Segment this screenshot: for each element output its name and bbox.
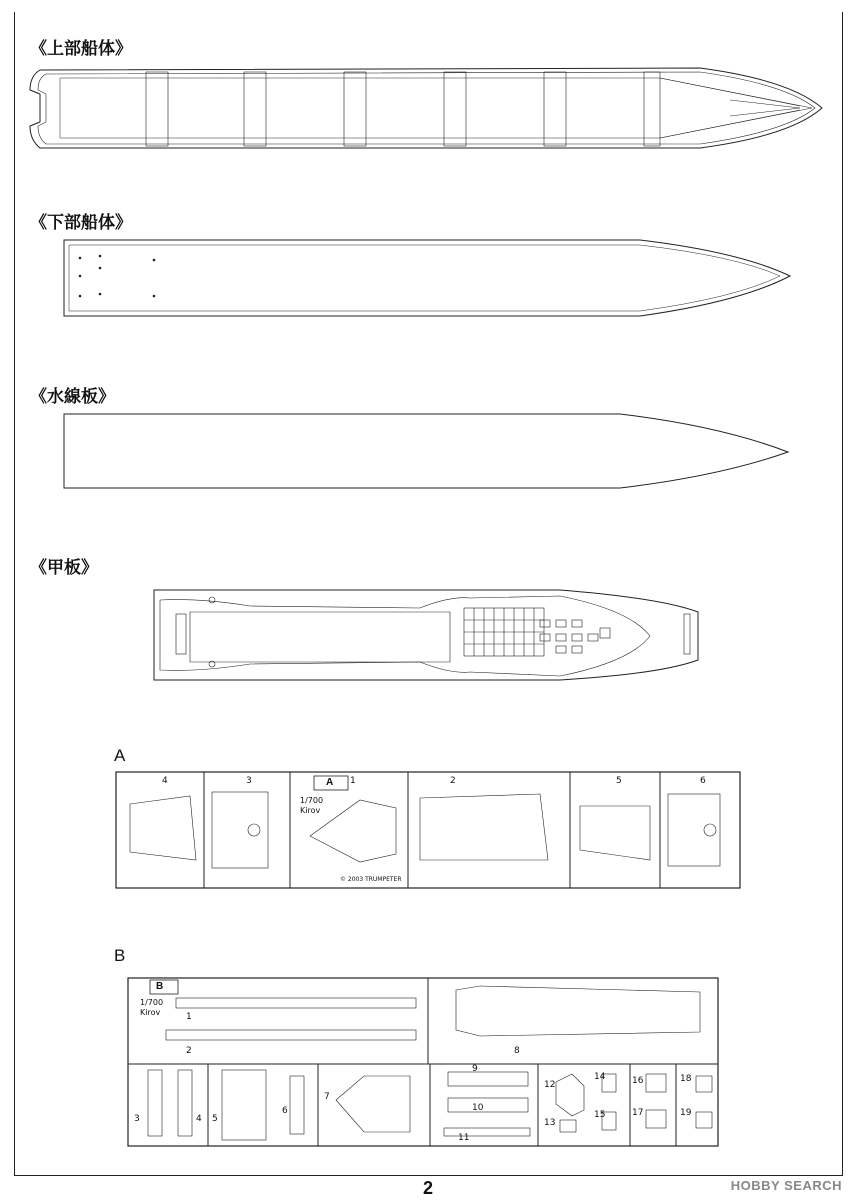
page-number: 2 xyxy=(422,1178,433,1198)
sprue-a-drawing xyxy=(116,772,740,888)
sprue-b-letter: B xyxy=(114,946,126,965)
sprue-b-name: Kirov xyxy=(140,1008,161,1017)
sprue-b-part-7: 7 xyxy=(324,1092,330,1102)
sprue-b-part-10: 10 xyxy=(472,1103,484,1113)
sprue-b-part-3: 3 xyxy=(134,1114,140,1124)
sprue-a-part-6: 6 xyxy=(700,776,706,786)
sprue-a-part-5: 5 xyxy=(616,776,622,786)
watermark-logo: HOBBY SEARCH xyxy=(730,1178,842,1193)
sprue-b-part-17: 17 xyxy=(632,1108,644,1118)
sprue-b-part-2: 2 xyxy=(186,1046,192,1056)
sprue-b-part-12: 12 xyxy=(544,1080,556,1090)
sprue-a-copyright: © 2003 TRUMPETER xyxy=(340,876,402,883)
sprue-a-tab: A xyxy=(326,777,334,788)
sprue-a-part-2: 2 xyxy=(450,776,456,786)
sprue-b-part-9: 9 xyxy=(472,1064,478,1074)
sprue-a-name: Kirov xyxy=(300,806,321,815)
sprue-a-letter: A xyxy=(114,746,126,765)
upper-hull-drawing xyxy=(30,68,822,148)
deck-drawing xyxy=(154,590,698,680)
sprue-b-part-14: 14 xyxy=(594,1072,606,1082)
sprue-b-part-8: 8 xyxy=(514,1046,520,1056)
sprue-b-part-6: 6 xyxy=(282,1106,288,1116)
waterline-heading: 《水線板》 xyxy=(30,387,115,407)
lower-hull-heading: 《下部船体》 xyxy=(30,213,132,233)
sprue-a-part-1: 1 xyxy=(350,776,356,786)
sprue-b-part-18: 18 xyxy=(680,1074,692,1084)
sprue-b-part-16: 16 xyxy=(632,1076,644,1086)
sprue-b-part-19: 19 xyxy=(680,1108,692,1118)
waterline-plate-drawing xyxy=(64,414,788,488)
upper-hull-heading: 《上部船体》 xyxy=(30,39,132,59)
sprue-b-part-5: 5 xyxy=(212,1114,218,1124)
sprue-b-scale: 1/700 xyxy=(140,998,164,1007)
lower-hull-drawing xyxy=(64,240,790,316)
sprue-b-part-11: 11 xyxy=(458,1133,470,1143)
deck-heading: 《甲板》 xyxy=(30,558,98,578)
sprue-b-part-4: 4 xyxy=(196,1114,202,1124)
sprue-b-tab: B xyxy=(156,981,164,992)
sprue-a-part-3: 3 xyxy=(246,776,252,786)
sprue-b-part-1: 1 xyxy=(186,1012,192,1022)
sprue-a-scale: 1/700 xyxy=(300,796,324,805)
sprue-b-part-15: 15 xyxy=(594,1110,606,1120)
sprue-a-part-4: 4 xyxy=(162,776,168,786)
sprue-b-part-13: 13 xyxy=(544,1118,556,1128)
